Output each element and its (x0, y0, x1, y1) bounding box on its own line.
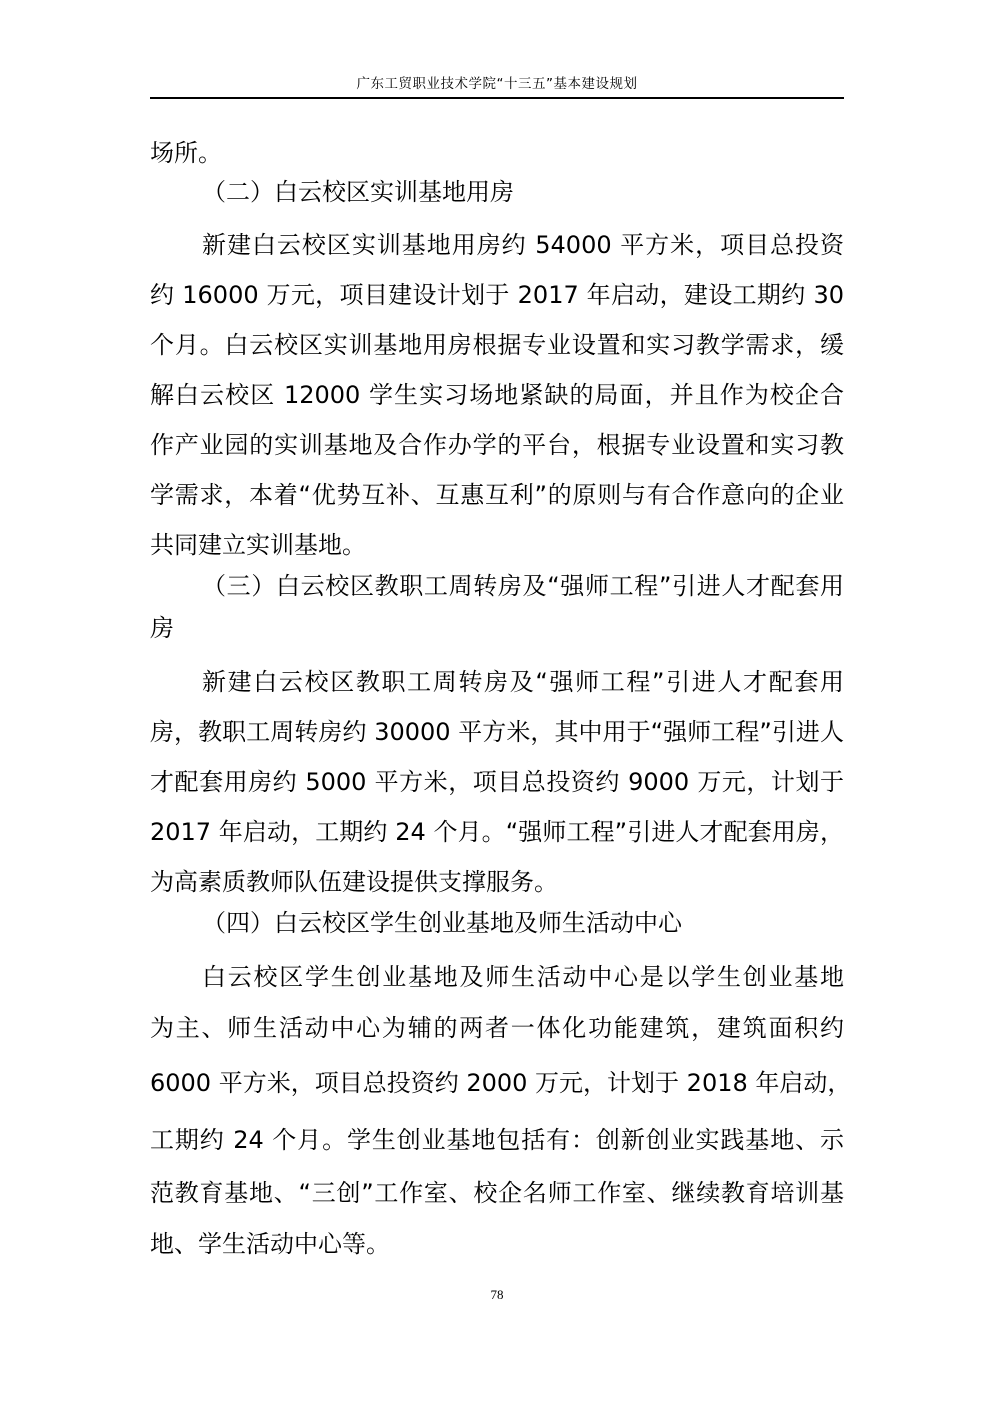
text-line: 2017 年启动，工期约 24 个月。“强师工程”引进人才配套用房， (150, 818, 844, 846)
section-heading: （四）白云校区学生创业基地及师生活动中心 (202, 909, 682, 937)
header-rule (150, 97, 844, 99)
text-line: 为高素质教师队伍建设提供支撑服务。 (150, 868, 558, 896)
text-line: 地、学生活动中心等。 (150, 1230, 390, 1258)
text-line: 学需求，本着“优势互补、互惠互利”的原则与有合作意向的企业 (150, 481, 844, 509)
section-heading: （二）白云校区实训基地用房 (202, 178, 514, 206)
text-line: 白云校区学生创业基地及师生活动中心是以学生创业基地 (202, 963, 844, 991)
text-line: 场所。 (150, 139, 222, 167)
section-heading: （三）白云校区教职工周转房及“强师工程”引进人才配套用 (202, 572, 844, 600)
text-line: 房，教职工周转房约 30000 平方米，其中用于“强师工程”引进人 (150, 718, 844, 746)
text-line: 新建白云校区教职工周转房及“强师工程”引进人才配套用 (202, 668, 844, 696)
text-line: 才配套用房约 5000 平方米，项目总投资约 9000 万元，计划于 (150, 768, 844, 796)
text-line: 范教育基地、“三创”工作室、校企名师工作室、继续教育培训基 (150, 1179, 844, 1207)
text-line: 解白云校区 12000 学生实习场地紧缺的局面，并且作为校企合 (150, 381, 844, 409)
text-line: 6000 平方米，项目总投资约 2000 万元，计划于 2018 年启动， (150, 1069, 852, 1097)
text-line: 个月。白云校区实训基地用房根据专业设置和实习教学需求，缓 (150, 331, 844, 359)
text-line: 为主、师生活动中心为辅的两者一体化功能建筑，建筑面积约 (150, 1014, 844, 1042)
text-line: 约 16000 万元，项目建设计划于 2017 年启动，建设工期约 30 (150, 281, 844, 309)
section-heading: 房 (150, 614, 174, 642)
text-line: 工期约 24 个月。学生创业基地包括有：创新创业实践基地、示 (150, 1126, 844, 1154)
text-line: 共同建立实训基地。 (150, 531, 366, 559)
text-line: 新建白云校区实训基地用房约 54000 平方米，项目总投资 (202, 231, 844, 259)
page-number: 78 (490, 1287, 504, 1302)
page-header: 广东工贸职业技术学院“十三五”基本建设规划 (356, 76, 638, 92)
text-line: 作产业园的实训基地及合作办学的平台，根据专业设置和实习教 (150, 431, 844, 459)
